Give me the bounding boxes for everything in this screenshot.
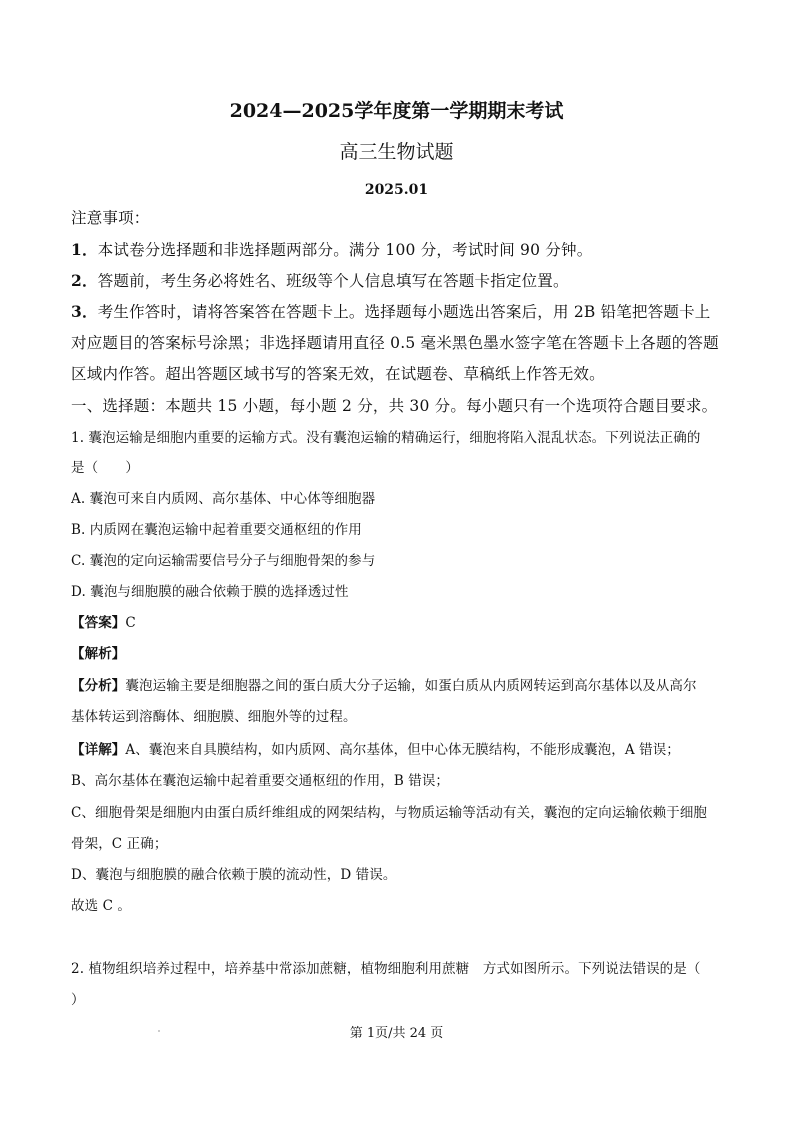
analysis-line xyxy=(71,644,723,664)
detail-b: B、高尔基体在囊泡运输中起着重要交通枢纽的作用，B 错误； xyxy=(71,773,450,789)
exam-date: 2025.01 xyxy=(364,182,429,198)
note-text: 考生作答时，请将答案答在答题卡上。选择题每小题选出答案后，用 2B 铅笔把答题卡上 xyxy=(97,303,711,321)
answer-tag: 【答案】 xyxy=(71,615,126,631)
note-item-3 xyxy=(71,302,723,322)
analysis-tag: 【解析】 xyxy=(71,646,126,662)
page-footer: 第 1页/共 24 页 xyxy=(349,1026,444,1041)
note-item-1 xyxy=(71,240,723,260)
fenxi-text: 囊泡运输主要是细胞器之间的蛋白质大分子运输，如蛋白质从内质网转运到高尔基体以及从高尔 xyxy=(125,678,697,694)
answer-line xyxy=(71,613,723,633)
question-1-stem: 1. 囊泡运输是细胞内重要的运输方式。没有囊泡运输的精确运行，细胞将陷入混乱状态。下列说法正确的 xyxy=(71,430,701,446)
note-number: 3． xyxy=(71,302,98,321)
detail-c: C、细胞骨架是细胞内由蛋白质纤维组成的网架结构，与物质运输等活动有关，囊泡的定向运输依赖于细胞 xyxy=(71,805,708,821)
option-c: C. 囊泡的定向运输需要信号分子与细胞骨架的参与 xyxy=(71,553,376,569)
option-a: A. 囊泡可来自内质网、高尔基体、中心体等细胞器 xyxy=(71,491,376,507)
note-item-2 xyxy=(71,271,723,291)
note-number: 2． xyxy=(71,271,98,290)
detail-c-cont: 骨架，C 正确； xyxy=(71,836,168,852)
question-2-stem: 2. 植物组织培养过程中，培养基中常添加蔗糖，植物细胞利用蔗糖 方式如图所示。下列说法错误的是（ xyxy=(71,961,701,977)
conclusion: 故选 C 。 xyxy=(71,898,132,914)
exam-subtitle: 高三生物试题 xyxy=(339,141,454,163)
answer-value: C xyxy=(125,615,136,631)
detail-d: D、囊泡与细胞膜的融合依赖于膜的流动性，D 错误。 xyxy=(71,867,397,883)
note-item-3-cont: 对应题目的答案标号涂黑；非选择题请用直径 0.5 毫米黑色墨水签字笔在答题卡上各题的答题 xyxy=(71,334,719,352)
detail-a: A、囊泡来自具膜结构，如内质网、高尔基体，但中心体无膜结构，不能形成囊泡，A 错误； xyxy=(125,742,680,758)
section-heading: 一、选择题：本题共 15 小题，每小题 2 分，共 30 分。每小题只有一个选项符合题目要求。 xyxy=(71,397,718,415)
question-2-stem: ） xyxy=(71,992,85,1008)
fenxi-cont: 基体转运到溶酶体、细胞膜、细胞外等的过程。 xyxy=(71,709,357,725)
exam-title: 2024—2025学年度第一学期期末考试 xyxy=(229,100,564,122)
note-item-3-cont: 区域内作答。超出答题区域书写的答案无效，在试题卷、草稿纸上作答无效。 xyxy=(71,365,605,383)
note-text: 答题前，考生务必将姓名、班级等个人信息填写在答题卡指定位置。 xyxy=(97,272,569,290)
xiangjie-line xyxy=(71,740,723,760)
question-1-stem: 是（ ） xyxy=(71,460,139,476)
option-b: B. 内质网在囊泡运输中起着重要交通枢纽的作用 xyxy=(71,522,362,538)
fenxi-line xyxy=(71,676,723,696)
option-d: D. 囊泡与细胞膜的融合依赖于膜的选择透过性 xyxy=(71,584,349,600)
fenxi-tag: 【分析】 xyxy=(71,678,126,694)
note-text: 本试卷分选择题和非选择题两部分。满分 100 分，考试时间 90 分钟。 xyxy=(97,241,593,259)
note-number: 1． xyxy=(71,240,98,259)
xiangjie-tag: 【详解】 xyxy=(71,742,126,758)
notes-heading: 注意事项： xyxy=(71,209,150,227)
